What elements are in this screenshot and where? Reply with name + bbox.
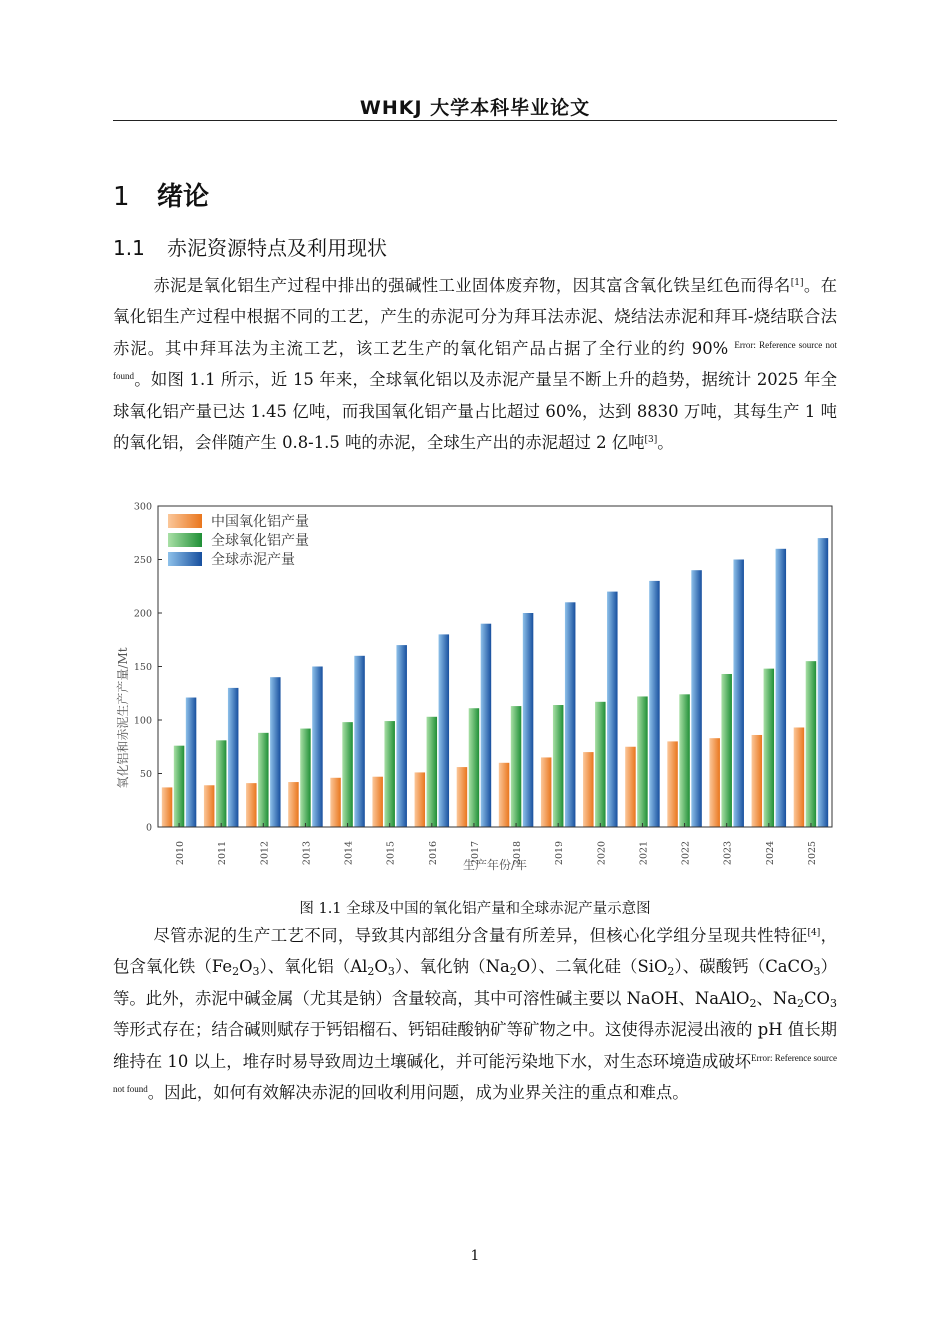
citation-3: [3]: [644, 435, 658, 446]
para2-text-10: 、Na: [756, 988, 798, 1008]
subscript: 2: [797, 996, 805, 1010]
citation-1: [1]: [790, 278, 804, 288]
bar: [457, 767, 468, 827]
bar: [384, 721, 395, 827]
x-tick-label: 2018: [512, 840, 524, 866]
subscript: 3: [813, 965, 821, 979]
bar: [679, 694, 690, 827]
x-tick-label: 2015: [385, 840, 397, 866]
chapter-heading: [113, 176, 209, 213]
x-tick-label: 2010: [175, 840, 187, 866]
y-tick-label: 100: [133, 715, 152, 727]
x-tick-label: 2021: [638, 840, 650, 866]
subscript: 3: [387, 965, 395, 979]
bar: [794, 727, 805, 827]
para2-text-9: ）等。此外，赤泥中碱金属（尤其是钠）含量较高，其中可溶性碱主要以 NaOH、NaAlO: [113, 957, 837, 1008]
x-axis-label: 生产年份/年: [462, 858, 528, 872]
bar: [541, 757, 552, 827]
bar: [649, 581, 660, 827]
para2-text-6: ）、氧化钠（Na: [394, 957, 510, 977]
para2-text-2: ，包含氧化铁（Fe: [113, 926, 838, 977]
para1-text-4: 。: [657, 433, 674, 453]
bar: [481, 624, 492, 827]
bar: [565, 602, 576, 827]
y-tick-label: 250: [133, 555, 152, 566]
chapter-title: 绪论: [157, 182, 210, 212]
y-tick-label: 300: [133, 501, 152, 513]
bar: [709, 738, 720, 827]
x-tick-label: 2023: [722, 840, 734, 866]
bar: [396, 645, 407, 827]
para2-text-4: ）、氧化铝（Al: [259, 957, 368, 977]
bar: [312, 667, 323, 828]
bar: [667, 741, 678, 827]
reference-error-2: Error: Reference source not found: [113, 1052, 837, 1095]
bar: [511, 706, 522, 827]
bar: [733, 560, 744, 828]
bar: [258, 733, 269, 827]
para1-text-2: 。在氧化铝生产过程中根据不同的工艺，产生的赤泥可分为拜耳法赤泥、烧结法赤泥和拜耳-烧结联合法赤泥。其中拜耳法为主流工艺，该工艺生产的氧化铝产品占据了全行业的约 90%: [113, 276, 838, 358]
bar-chart: [100, 492, 840, 882]
legend-swatch: [168, 514, 202, 528]
paragraph-2: [113, 920, 837, 1108]
bar: [330, 778, 341, 827]
para2-text-1: 尽管赤泥的生产工艺不同，导致其内部组分含量有所差异，但核心化学组分呈现共性特征: [153, 926, 808, 945]
bar: [342, 722, 353, 827]
bar: [439, 634, 450, 827]
legend-label: 全球赤泥产量: [211, 552, 295, 568]
para2-text-3: O: [239, 957, 253, 977]
bar: [186, 698, 197, 827]
legend-swatch: [168, 533, 202, 547]
bar: [415, 772, 426, 827]
x-tick-label: 2011: [217, 840, 229, 866]
subscript: 2: [367, 965, 375, 979]
bar: [228, 688, 239, 827]
legend-swatch: [168, 552, 202, 566]
bar: [288, 782, 299, 827]
bar: [523, 613, 534, 827]
bar: [469, 708, 480, 827]
section-title: 赤泥资源特点及利用现状: [167, 236, 387, 260]
bar: [818, 538, 829, 827]
x-tick-label: 2014: [343, 840, 355, 866]
x-tick-label: 2017: [469, 840, 481, 866]
para2-text-7: O）、二氧化硅（SiO: [516, 957, 668, 977]
section-number: 1.1: [113, 236, 145, 260]
page-number: 1: [470, 1248, 480, 1264]
figure-caption: 图 1.1 全球及中国的氧化铝产量和全球赤泥产量示意图: [299, 901, 651, 917]
legend-label: 全球氧化铝产量: [211, 533, 309, 549]
y-axis-label: 氧化铝和赤泥生产产量/Mt: [116, 647, 130, 789]
bar: [752, 735, 763, 827]
subscript: 2: [667, 965, 675, 979]
bar: [721, 674, 732, 827]
paragraph-1: [113, 270, 837, 458]
bar: [583, 752, 594, 827]
legend-label: 中国氧化铝产量: [211, 514, 309, 530]
reference-error-1: Error: Reference source not found: [113, 339, 837, 382]
y-tick-label: 0: [145, 822, 152, 834]
para2-text-13: 。因此，如何有效解决赤泥的回收利用问题，成为业界关注的重点和难点。: [147, 1083, 689, 1103]
subscript: 3: [830, 996, 837, 1010]
subscript: 2: [509, 965, 517, 979]
bar: [246, 783, 257, 827]
bar: [270, 677, 281, 827]
x-tick-label: 2012: [259, 840, 271, 866]
x-tick-label: 2019: [554, 840, 566, 866]
bar: [427, 717, 438, 827]
section-heading: [113, 232, 387, 261]
bar: [372, 777, 383, 827]
bar: [691, 570, 702, 827]
y-tick-label: 150: [133, 662, 152, 673]
bar: [607, 592, 618, 827]
bar: [806, 661, 817, 827]
y-tick-label: 50: [139, 769, 152, 780]
bar: [764, 669, 775, 827]
subscript: 2: [749, 996, 757, 1010]
bar: [499, 763, 510, 827]
bar: [595, 702, 606, 827]
bar: [354, 656, 365, 827]
x-tick-label: 2020: [596, 840, 608, 866]
x-tick-label: 2013: [301, 840, 313, 866]
figure-1-1: [100, 492, 840, 882]
subscript: 2: [232, 965, 240, 979]
para2-text-12: 等形式存在；结合碱则赋存于钙铝榴石、钙铝硅酸钠矿等矿物之中。这使得赤泥浸出液的 pH 值长期维持在 10 以上，堆存时易导致周边土壤碱化，并可能污染地下水，对生态环境造成破坏: [113, 1020, 837, 1071]
bar: [637, 696, 648, 827]
chapter-number: 1: [113, 182, 130, 212]
bar: [174, 746, 185, 827]
para1-text-1: 赤泥是氧化铝生产过程中排出的强碱性工业固体废弃物，因其富含氧化铁呈红色而得名: [153, 276, 791, 295]
citation-4: [4]: [807, 928, 821, 938]
bar: [204, 785, 215, 827]
x-tick-label: 2024: [764, 840, 776, 866]
bar: [216, 740, 227, 827]
bar: [776, 549, 787, 827]
para2-text-11: CO: [804, 988, 830, 1008]
bar: [625, 747, 636, 827]
para2-text-5: O: [374, 957, 388, 977]
subscript: 3: [252, 965, 260, 979]
header-rule: [113, 120, 837, 121]
x-tick-label: 2025: [806, 840, 818, 866]
bar: [553, 705, 564, 827]
para2-text-8: ）、碳酸钙（CaCO: [674, 957, 814, 977]
y-tick-label: 200: [133, 608, 152, 620]
para1-text-3: 。如图 1.1 所示，近 15 年来，全球氧化铝以及赤泥产量呈不断上升的趋势，据统计 2025 年全球氧化铝产量已达 1.45 亿吨，而我国氧化铝产量占比超过 60%，达到 8830 万吨，其每生产 1 吨的氧化铝，会伴随产生 0.8-1.5 吨的赤泥，全球生产出的赤泥超过 2 亿吨: [113, 370, 837, 453]
bar: [300, 729, 311, 827]
x-tick-label: 2022: [680, 840, 692, 866]
bar: [162, 787, 173, 827]
running-header: WHKJ 大学本科毕业论文: [359, 97, 591, 119]
x-tick-label: 2016: [427, 840, 439, 866]
